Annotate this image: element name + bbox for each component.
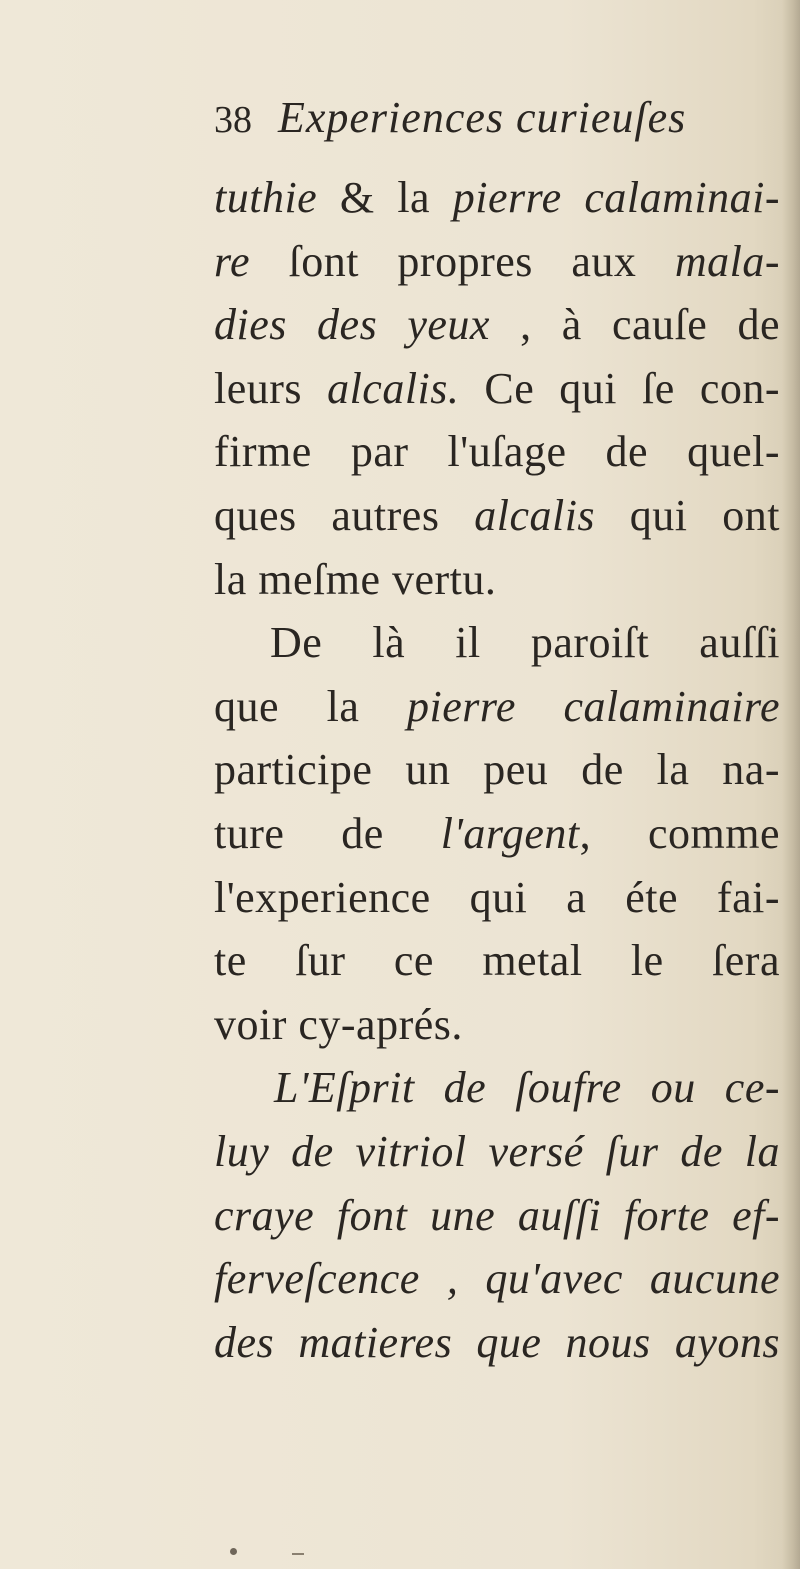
italic-text: l'argent [440,808,580,858]
italic-text: L'Eſprit de ſoufre ou ce- [274,1063,780,1113]
roman-text: voir cy-aprés. [214,999,463,1049]
text-line [214,1056,780,1120]
page-edge-shadow [782,0,800,1569]
text-line [214,993,780,1057]
page-header [214,92,780,166]
roman-text: ques autres [214,490,475,540]
roman-text: l'experience qui a éte fai- [214,872,780,922]
text-line [214,230,780,294]
text-line [214,929,780,993]
italic-text: re [214,236,251,286]
italic-text: alcalis. [327,363,460,413]
text-line [214,293,780,357]
roman-text: la meſme vertu. [214,554,497,604]
italic-text: pierre calaminai- [452,173,781,222]
roman-text: qui ont [595,490,780,540]
roman-text: , comme [579,808,781,858]
roman-text: participe un peu de la na- [214,745,780,795]
text-line [214,357,780,421]
italic-text: dies des yeux [214,300,490,350]
text-line [214,548,780,612]
text-line [214,611,780,675]
roman-text: que la [214,681,407,731]
text-line [214,166,780,230]
text-block [214,92,780,1374]
text-line [214,420,780,484]
text-line [214,1311,780,1375]
text-line [214,484,780,548]
ink-mark [292,1553,304,1555]
roman-text: firme par l'uſage de quel- [214,427,780,477]
roman-text: ſont propres aux [250,236,675,286]
text-line [214,802,780,866]
roman-text: , à cauſe de [489,300,780,350]
text-line [214,1247,780,1311]
text-line [214,866,780,930]
italic-text: alcalis [474,490,596,540]
roman-text: leurs [214,363,328,413]
roman-text: Ce qui ſe con- [459,363,781,413]
running-title: Experiences curieuſes [278,93,687,142]
italic-text: tuthie [214,173,318,222]
italic-text: pierre calaminaire [406,681,780,731]
italic-text: ferveſcence , qu'avec aucune [214,1254,780,1304]
text-line [214,1120,780,1184]
italic-text: mala- [674,236,780,286]
page-number: 38 [214,99,252,141]
italic-text: des matieres que nous ayons [214,1317,780,1367]
roman-text: De là il paroiſt auſſi [270,618,780,668]
text-line [214,738,780,802]
text-line [214,1184,780,1248]
ink-speck [230,1548,237,1555]
roman-text: te ſur ce metal le ſera [214,936,780,986]
roman-text: ture de [214,808,441,858]
roman-text: & la [317,173,453,222]
italic-text: craye font une auſſi forte ef- [214,1190,780,1240]
italic-text: luy de vitriol versé ſur de la [214,1126,780,1176]
text-line [214,675,780,739]
